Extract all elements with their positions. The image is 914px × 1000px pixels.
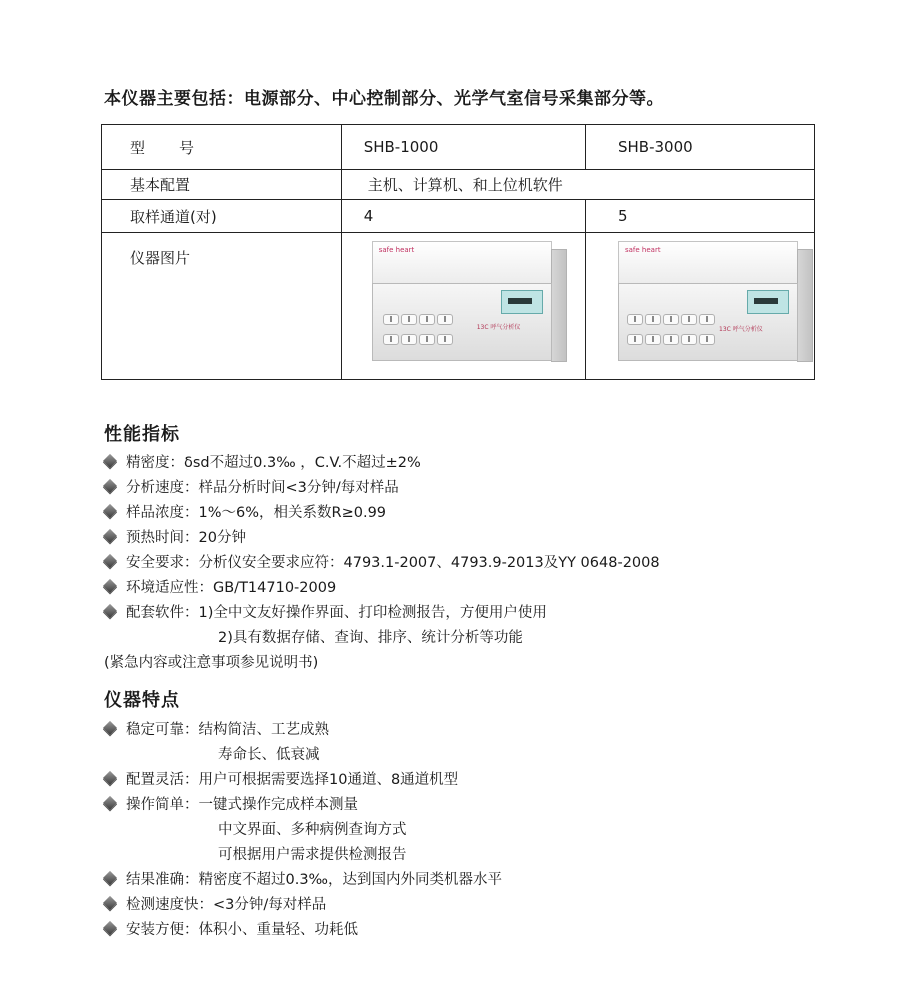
table-row-model xyxy=(102,125,815,170)
port xyxy=(383,314,399,325)
list-item-text: 样品浓度：1%～6%，相关系数R≥0.99 xyxy=(126,505,387,521)
device-brand-label: safe heart xyxy=(378,246,415,254)
list-item xyxy=(104,868,502,889)
device-logo: 13C 呼气分析仪 xyxy=(476,324,521,331)
channel-1-cell xyxy=(341,200,585,233)
stable-continuation: 寿命长、低衰减 xyxy=(218,747,320,763)
list-item xyxy=(104,551,660,572)
device-logo: 13C 呼气分析仪 xyxy=(719,326,763,333)
device-display xyxy=(747,290,789,314)
diamond-bullet-icon xyxy=(104,580,118,594)
list-item xyxy=(104,893,326,914)
port xyxy=(401,334,417,345)
model-label: 型号 xyxy=(130,138,229,157)
diamond-bullet-icon xyxy=(104,872,118,886)
simple-continuation-1: 中文界面、多种病例查询方式 xyxy=(218,822,407,838)
performance-heading: 性能指标 xyxy=(104,424,180,445)
model-1: SHB-1000 xyxy=(363,138,439,156)
list-item xyxy=(104,476,399,497)
list-item xyxy=(104,793,358,814)
picture-label-cell xyxy=(102,233,342,380)
table-row-channel xyxy=(102,200,815,233)
port xyxy=(645,334,661,345)
port xyxy=(401,314,417,325)
picture-label: 仪器图片 xyxy=(130,249,191,267)
port xyxy=(663,314,679,325)
features-heading: 仪器特点 xyxy=(104,690,180,711)
diamond-bullet-icon xyxy=(104,555,118,569)
list-item-text: 精密度：δsd不超过0.3‰ ，C.V.不超过±2% xyxy=(126,455,421,471)
channel-label: 取样通道(对) xyxy=(102,200,342,233)
config-label: 基本配置 xyxy=(102,170,342,200)
list-item xyxy=(104,918,358,939)
diamond-bullet-icon xyxy=(104,922,118,936)
software-continuation: 2)具有数据存储、查询、排序、统计分析等功能 xyxy=(218,630,523,646)
model-1-cell xyxy=(341,125,585,170)
diamond-bullet-icon xyxy=(104,530,118,544)
list-item xyxy=(104,768,458,789)
diamond-bullet-icon xyxy=(104,722,118,736)
list-item-text: 检测速度快：<3分钟/每对样品 xyxy=(126,897,327,913)
port xyxy=(627,334,643,345)
diamond-bullet-icon xyxy=(104,605,118,619)
intro-text: 本仪器主要包括：电源部分、中心控制部分、光学气室信号采集部分等。 xyxy=(104,89,664,109)
port xyxy=(681,334,697,345)
list-item xyxy=(104,576,336,597)
port xyxy=(645,314,661,325)
list-item xyxy=(104,451,421,472)
device-image-shb1000 xyxy=(372,241,568,367)
list-item-text: 安装方便：体积小、重量轻、功耗低 xyxy=(126,922,358,938)
simple-continuation-2: 可根据用户需求提供检测报告 xyxy=(218,847,407,863)
port xyxy=(437,314,453,325)
port xyxy=(383,334,399,345)
list-item xyxy=(104,718,329,739)
list-item-text: 安全要求：分析仪安全要求应符：4793.1-2007、4793.9-2013及YY 0648-2008 xyxy=(126,555,660,571)
diamond-bullet-icon xyxy=(104,897,118,911)
model-label-cell xyxy=(102,125,342,170)
diamond-bullet-icon xyxy=(104,772,118,786)
diamond-bullet-icon xyxy=(104,797,118,811)
model-2: SHB-3000 xyxy=(618,138,693,156)
port xyxy=(419,314,435,325)
device-display xyxy=(501,290,543,314)
device-2-cell xyxy=(586,233,815,380)
channel-2-cell xyxy=(586,200,815,233)
table-row-config xyxy=(102,170,815,200)
list-item xyxy=(104,501,386,522)
list-item-text: 结果准确：精密度不超过0.3‰，达到国内外同类机器水平 xyxy=(126,872,503,888)
list-item xyxy=(104,601,547,622)
list-item-text: 配置灵活：用户可根据需要选择10通道、8通道机型 xyxy=(126,772,459,788)
list-item-text: 配套软件：1)全中文友好操作界面、打印检测报告，方便用户使用 xyxy=(126,605,547,621)
port xyxy=(681,314,697,325)
list-item-text: 稳定可靠：结构简洁、工艺成熟 xyxy=(126,722,329,738)
diamond-bullet-icon xyxy=(104,505,118,519)
list-item-text: 预热时间：20分钟 xyxy=(126,530,246,546)
diamond-bullet-icon xyxy=(104,455,118,469)
config-value: 主机、计算机、和上位机软件 xyxy=(341,170,814,200)
port xyxy=(699,334,715,345)
note-text: (紧急内容或注意事项参见说明书) xyxy=(104,655,319,671)
channel-2: 5 xyxy=(618,207,628,225)
port xyxy=(627,314,643,325)
device-brand-label: safe heart xyxy=(625,246,661,254)
channel-1: 4 xyxy=(363,207,374,225)
port xyxy=(419,334,435,345)
port xyxy=(663,334,679,345)
list-item-text: 分析速度：样品分析时间<3分钟/每对样品 xyxy=(126,480,399,496)
device-image-shb3000 xyxy=(618,241,814,367)
device-1-cell xyxy=(341,233,585,380)
list-item-text: 环境适应性：GB/T14710-2009 xyxy=(126,580,337,596)
list-item-text: 操作简单：一键式操作完成样本测量 xyxy=(126,797,358,813)
diamond-bullet-icon xyxy=(104,480,118,494)
spec-table xyxy=(101,124,815,380)
list-item xyxy=(104,526,246,547)
port xyxy=(699,314,715,325)
table-row-picture xyxy=(102,233,815,380)
model-2-cell xyxy=(586,125,815,170)
port xyxy=(437,334,453,345)
